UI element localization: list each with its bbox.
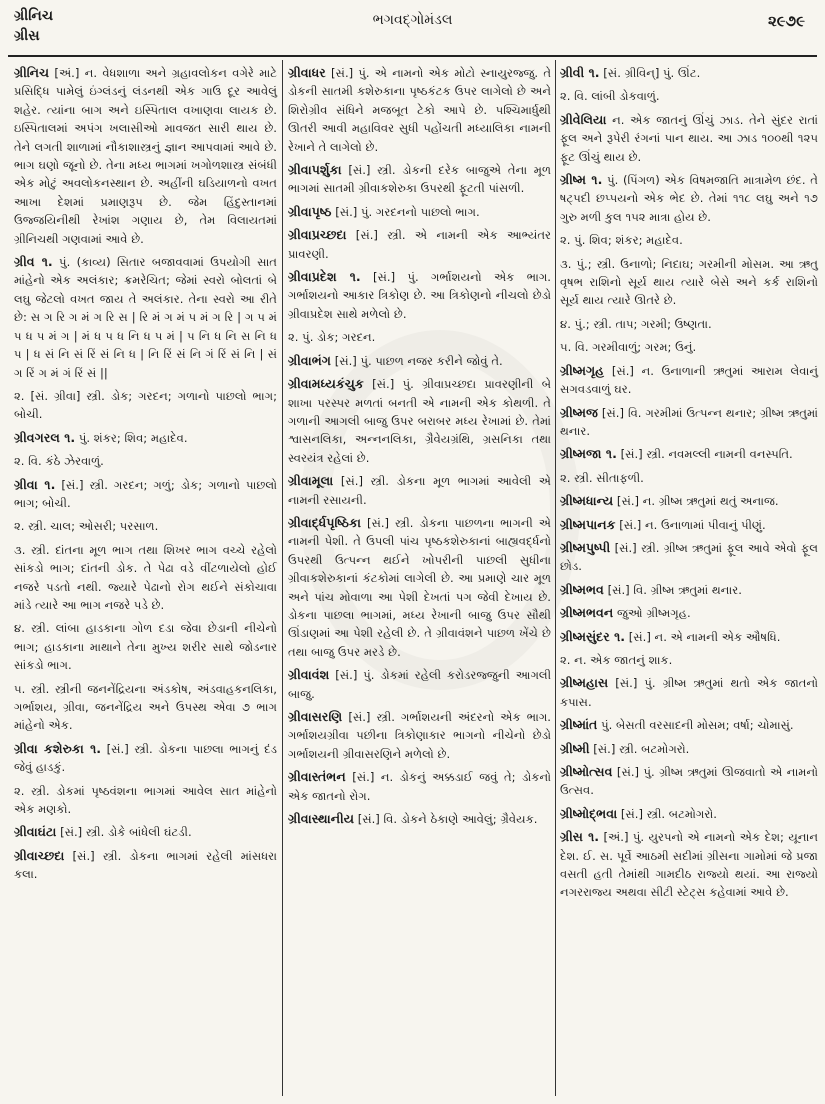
headword: ગ્રીવાસ્તંભન — [288, 769, 346, 785]
entry-definition: [અં.] પું. યુરપનો એ નામનો એક દેશ; યૂનાન દેશ. ઈ. સ. પૂર્વે આઠમી સદીમાં ગ્રીસના ગામોમાં જે પ્રજા વસતી હતી તેમાંથી ગામદીઠ રાજ્યો થયાં. આ રાજ્યો નગરરાજ્ય અથવા સીટી સ્ટેટ્સ કહેવામાં આવે છે. — [560, 830, 818, 900]
dictionary-entry — [288, 666, 551, 703]
headword: ગ્રીષ્મપાનક — [560, 516, 616, 532]
headword: ગ્રીષ્મોત્સવ — [560, 764, 613, 779]
dictionary-entry — [560, 404, 818, 441]
headword: ગ્રીષ્મધાન્ય — [560, 493, 614, 509]
headword: ગ્રીવી ૧. — [560, 65, 600, 80]
headword: ગ્રીષ્મભવન — [560, 605, 614, 621]
headword: ગ્રીષ્મી — [560, 740, 590, 756]
column-3 — [560, 64, 818, 907]
first-headword: ગ્રીનિચ — [14, 8, 54, 24]
last-headword: ગ્રીસ — [14, 28, 40, 44]
dictionary-entry — [560, 763, 818, 800]
entry-definition: [સં.] ન. એ નામની એક ઔષધિ. — [628, 629, 781, 644]
headword: ગ્રીષ્મસુંદર ૧. — [560, 628, 626, 644]
dictionary-entry — [14, 823, 277, 841]
headword: ગ્રીષ્માંત — [560, 717, 598, 733]
dictionary-entry — [288, 161, 551, 198]
dictionary-entry — [560, 171, 818, 226]
entry-definition: [સં.] પું. ગ્રીવાપ્રચ્છદા પ્રાવરણીની બે શાખા પરસ્પર મળતાં બનતી એ નામની એક કોથળી. તે ગળાની આગલી બાજુ ઉપર બરાબર મધ્ય રેખામાં છે. તેમાં શ્વાસનલિકા, અન્નનલિકા, ગ્રૈવેયગ્રંથિ, ગ્રસનિકા તથા સ્વરયંત્ર રહેલાં છે. — [288, 377, 551, 465]
dictionary-entry — [560, 674, 818, 711]
entry-definition: [સં.] સ્ત્રી. ડોકના પાછલા ભાગનું દંડ જેવું હાડકું. — [14, 741, 277, 775]
dictionary-entry — [14, 452, 277, 470]
entry-definition: [સં.] પું. ગરદનનો પાછલો ભાગ. — [335, 204, 480, 219]
entry-definition: ૨. વિ. કંઠે ઝેરવાળું. — [14, 454, 104, 469]
entry-definition: ૨. સ્ત્રી. ડોકમાં પૃષ્ઠવંશના ભાગમાં આવેલ સાત માંહેનો એક મણકો. — [14, 783, 277, 817]
headword: ગ્રીવાવંશ — [288, 667, 330, 683]
entry-definition: [સં.] સ્ત્રી. નવમલ્લી નામની વનસ્પતિ. — [620, 447, 793, 462]
dictionary-entry — [560, 828, 818, 902]
headword: ગ્રીવાસ્થાનીય — [288, 811, 355, 827]
entry-definition: જુઓ ગ્રીષ્મગૃહ. — [616, 606, 691, 621]
dictionary-entry — [14, 619, 277, 674]
entry-definition: ૪. સ્ત્રી. લાંબા હાડકાના ગોળ દડા જેવા છેડાની નીચેનો ભાગ; હાડકાના માથાને તેના મુખ્ય શરીર સાથે જોડનાર સાંકડો ભાગ. — [14, 621, 277, 673]
entry-definition: [સં.] સ્ત્રી. ગરદન; ગળું; ડોક; ગળાનો પાછલો ભાગ; બોચી. — [14, 477, 277, 510]
headword: ગ્રીસ ૧. — [560, 829, 600, 845]
entry-definition: ૩. પું.; સ્ત્રી. ઉનાળો; નિદાઘ; ગરમીની મોસમ. આ ઋતુ વૃષભ રાશિનો સૂર્ય થાય ત્યારે બેસે અને કર્ક રાશિનો સૂર્ય થાય ત્યારે ઊતરે છે. — [560, 256, 818, 308]
dictionary-entry — [14, 740, 277, 777]
headword: ગ્રીવેલિયા — [560, 111, 607, 127]
headword: ગ્રીવ ૧. — [14, 254, 53, 270]
book-title: ભગવદ્ગોમંડલ — [372, 12, 453, 28]
dictionary-entry — [288, 352, 551, 370]
entry-definition: ૨. પું. ડોક; ગરદન. — [288, 330, 376, 345]
dictionary-entry — [560, 445, 818, 463]
entry-definition: [સં.] ન. ઉનાળામાં પીવાનું પીણું. — [619, 517, 766, 532]
entry-definition: પું. (પિંગળ) એક વિષમજાતિ માત્રામેળ છંદ. તે ષટ્પદી છપ્પયનો એક ભેદ છે. તેમાં ૧૧૮ લઘુ અને ૧૭ ગુરુ મળી કુલ ૧૫૨ માત્રા હોય છે. — [560, 173, 818, 224]
dictionary-entry — [14, 64, 277, 248]
entry-definition: [સં.] ન. ઉનાળાની ઋતુમાં આરામ લેવાનું સગવડવાળું ઘર. — [560, 363, 819, 397]
entry-definition: [સં. ગ્રીવિન્] પું. ઊંટ. — [603, 66, 701, 80]
headword: ગ્રીવામધ્યકંચુક — [288, 376, 364, 392]
dictionary-entry — [560, 716, 818, 734]
entry-definition: ૨. ન. એક જાતનું શાક. — [560, 652, 673, 667]
dictionary-entry — [14, 517, 277, 535]
entry-definition: પું. બેસતી વરસાદની મોસમ; વર્ષા; ચોમાસું. — [601, 718, 794, 733]
dictionary-entry — [560, 231, 818, 249]
entry-definition: [સં.] ન. ગ્રીષ્મ ઋતુમાં થતું અનાજ. — [616, 494, 779, 509]
dictionary-entry — [288, 472, 551, 509]
dictionary-entry — [288, 708, 551, 763]
entry-definition: [સં.] સ્ત્રી. ડોકની દરેક બાજુએ તેના મૂળ ભાગમાં સાતમી ગ્રીવાકશેરુકા ઉપરથી ફૂટતી પાંસળી. — [288, 163, 552, 196]
entry-definition: [સં.] ન. ડોકનું અક્કડાઈ જવું તે; ડોકનો એક જાતનો રોગ. — [288, 770, 552, 803]
dictionary-entry — [560, 469, 818, 487]
dictionary-entry — [288, 203, 551, 221]
headword: ગ્રીવાર્દ્ધપૃષ્ઠિકા — [288, 514, 361, 530]
entry-definition: ૪. પું.; સ્ત્રી. તાપ; ગરમી; ઉષ્ણતા. — [560, 316, 712, 331]
entry-definition: ૫. સ્ત્રી. સ્ત્રીની જનનેંદ્રિયના અંડકોષ, અંડવાહકનલિકા, ગર્ભાશય, ગ્રીવા, જનનેંદ્રિય અને ઉપસ્થ એવા ૭ ભાગ માંહેનો એક. — [14, 681, 277, 733]
dictionary-entry — [14, 253, 277, 382]
entry-definition: [સં.] પું. ગ્રીષ્મ ઋતુમાં ઊજવાતો એ નામનો ઉત્સવ. — [560, 765, 819, 798]
dictionary-entry — [288, 514, 551, 661]
entry-definition: ૩. સ્ત્રી. દાંતના મૂળ ભાગ તથા શિખર ભાગ વચ્ચે રહેલો સાંકડો ભાગ; દાંતની ડોક. તે પેઢા વડે વીંટળાયેલો હોઈ નજરે પડતો નથી. જ્યારે પેઢાનો રોગ થઈને સંકોચાવા માંડે ત્યારે આ ભાગ નજરે પડે છે. — [14, 542, 277, 612]
dictionary-entry — [288, 768, 551, 805]
entry-definition: [સં.] પું. ગર્ભાશયનો એક ભાગ. ગર્ભાશયનો આકાર ત્રિકોણ છે. આ ત્રિકોણનો નીચલો છેડો ગ્રીવાપ્રદેશ સાથે મળેલો છે. — [288, 270, 551, 321]
headword: ગ્રીવાચ્છદા — [14, 847, 65, 863]
entry-definition: [સં.] સ્ત્રી. ગર્ભાશયની અંદરનો એક ભાગ. ગર્ભાશયગ્રીવા પછીના ત્રિકોણાકાર ભાગનો નીચેનો છેડો ગર્ભાશયની ગ્રીવાસરણિને મળેલો છે. — [288, 710, 551, 761]
headword: ગ્રીષ્મ ૧. — [560, 172, 603, 188]
entry-definition: ૨. વિ. લાંબી ડોકવાળું. — [560, 89, 660, 104]
entry-definition: ૨. પું. શિવ; શંકર; મહાદેવ. — [560, 233, 683, 248]
headword: ગ્રીનિચ — [14, 65, 50, 80]
entry-definition: [સં.] સ્ત્રી. ડોકના મૂળ ભાગમાં આવેલી એ નામની રસાયની. — [288, 474, 552, 507]
entry-definition: [સં.] સ્ત્રી. એ નામની એક આભ્યંતર પ્રાવરણી. — [288, 228, 552, 261]
dictionary-entry — [14, 476, 277, 513]
column-1 — [14, 64, 277, 889]
headword: ગ્રીષ્મજ — [560, 404, 598, 420]
dictionary-entry — [14, 387, 277, 424]
dictionary-entry — [560, 740, 818, 758]
dictionary-entry — [560, 604, 818, 622]
entry-definition: [સં.] સ્ત્રી. ડોકે બાંધેલી ઘંટડી. — [60, 825, 192, 840]
headword: ગ્રીવા ૧. — [14, 476, 56, 492]
dictionary-entry — [288, 328, 551, 346]
entry-definition: [સં.] સ્ત્રી. બટમોગરો. — [620, 806, 717, 821]
headword: ગ્રીષ્મહાસ — [560, 675, 609, 691]
headword: ગ્રીવા કશેરુકા ૧. — [14, 740, 102, 756]
headword: ગ્રીવાપ્રદેશ ૧. — [288, 269, 361, 285]
entry-definition: [સં.] વિ. ગ્રીષ્મ ઋતુમાં થનાર. — [607, 582, 742, 597]
dictionary-entry — [560, 64, 818, 82]
dictionary-entry — [288, 375, 551, 467]
entry-definition: ૨. સ્ત્રી. સીતાફળી. — [560, 470, 644, 485]
dictionary-entry — [288, 810, 551, 828]
dictionary-entry — [560, 338, 818, 356]
headword: ગ્રીષ્મગૃહ — [560, 362, 605, 378]
headword: ગ્રીષ્મોદ્ભવા — [560, 805, 618, 821]
headword: ગ્રીવાપર્શુકા — [288, 162, 342, 178]
dictionary-entry — [560, 651, 818, 669]
dictionary-entry — [560, 492, 818, 510]
headword: ગ્રીષ્મપુષ્પી — [560, 539, 611, 555]
entry-definition: [સં.] સ્ત્રી. ગ્રીષ્મ ઋતુમાં ફૂલ આવે એવો ફૂલ છોડ. — [560, 540, 818, 574]
entry-definition: [સં.] પું. ડોકમાં રહેલી કરોડરજ્જુની આગલી બાજુ. — [288, 668, 552, 701]
entry-definition: પું. (કાવ્ય) સિતાર બજાવવામાં ઉપયોગી સાત માંહેનો એક અલંકાર; ક્રમરેચિત; જેમાં સ્વરો બોલતાં બે લઘુ જેટલો વખત જાય તે અલંકાર. તેના સ્વરો આ રીતે છે: સ ગ રિ ગ મં ગ રિ સ | રિ મં ગ મં પ મં ગ રિ | ગ પ મં પ ધ પ મં ગ | મં ધ પ ધ નિ ધ પ મં | પ નિ ધ નિ સ નિ ધ પ | ધ સં નિ સં રિં સં નિ ધ | નિ રિં સં નિ ગં રિં સં નિ | સં ગ રિં ગ મં ગં રિં સં || — [14, 255, 277, 380]
dictionary-entry — [560, 362, 818, 399]
entry-definition: પું. શંકર; શિવ; મહાદેવ. — [78, 430, 188, 445]
dictionary-entry — [288, 226, 551, 263]
headword: ગ્રીવાપ્રચ્છદા — [288, 227, 347, 243]
entry-definition: [સં.] પું. એ નામનો એક મોટો સ્નાયુરજ્જુ. તે ડોકની સાતમી કશેરુકાના પૃષ્ઠકંટક ઉપર લાગેલો છે અને શિરોગ્રીવ સંધિને મજબૂત ટેકો આપે છે. પશ્ચિમાર્ધુથી ઊતરી આવી મહાવિવર સુધી પહોંચતી મધ્યાલિકા નામની રેખાને તે લાગેલો છે. — [288, 66, 552, 154]
entry-definition: ન. એક જાતનું ઊંચું ઝાડ. તેને સુંદર રાતાં ફૂલ અને રૂપેરી રંગનાં પાન થાય. આ ઝાડ ૧૦૦થી ૧૨૫ ફૂટ ઊંચું થાય છે. — [560, 112, 818, 164]
entry-definition: [સં.] પું. પાછળ નજર કરીને જોવું તે. — [334, 353, 503, 368]
entry-definition: ૫. વિ. ગરમીવાળું; ગરમ; ઉનું. — [560, 340, 697, 355]
dictionary-entry — [560, 628, 818, 646]
dictionary-entry — [560, 805, 818, 823]
column-divider-1 — [282, 60, 283, 1096]
column-divider-2 — [555, 60, 556, 1096]
headword: ગ્રીવાઘંટા — [14, 824, 57, 840]
dictionary-entry — [288, 268, 551, 323]
headword: ગ્રીષ્મભવ — [560, 581, 604, 597]
entry-definition: ૨. [સં. ગ્રીવા] સ્ત્રી. ડોક; ગરદન; ગળાનો પાછલો ભાગ; બોચી. — [14, 388, 277, 422]
dictionary-entry — [560, 87, 818, 105]
headword: ગ્રીષ્મજા ૧. — [560, 446, 617, 462]
dictionary-entry — [14, 541, 277, 615]
headword: ગ્રીવાભંગ — [288, 352, 331, 368]
dictionary-entry — [560, 539, 818, 576]
entry-definition: ૨. સ્ત્રી. ચાલ; ઓસરી; પરસાળ. — [14, 519, 159, 534]
entry-definition: [અં.] ન. વેધશાળા અને ગ્રહાવલોકન વગેરે માટે પ્રસિદ્ધિ પામેલું ઇંગ્લંડનું લંડનથી એક ગાઉ દૂર આવેલું શહેર. ત્યાંના બાગ અને ઇસ્પિતાલ વખાણવા લાયક છે. ઇસ્પિતાલમાં અપંગ ખલાસીઓ માવજત સારી થાય છે. તેને લગતી શાળામાં નૌકાશાસ્ત્રનું જ્ઞાન આપવામાં આવે છે. ભાગ ઘણો જૂનો છે. તેના મધ્ય ભાગમાં ખગોળશાસ્ત્ર સંબંધી એક મોટું અવલોકનસ્થાન છે. અહીંની ઘડિયાળનો વખત આખા દેશમાં પ્રમાણરૂપ છે. જેમ હિંદુસ્તાનમાં ઉજ્જયિનીથી રેખાંશ ગણાય છે, તેમ વિલાયતમાં ગ્રીનિચથી ગણવામાં આવે છે. — [14, 66, 277, 246]
dictionary-entry — [14, 847, 277, 884]
entry-definition: [સં.] વિ. ડોકને ઠેકાણે આવેલું; ગ્રૈવેયક. — [357, 812, 538, 827]
dictionary-entry — [288, 64, 551, 156]
dictionary-entry — [14, 782, 277, 819]
headword: ગ્રીવાસરણિ — [288, 709, 343, 724]
dictionary-entry — [14, 680, 277, 735]
headword: ગ્રીવાધર — [288, 65, 326, 80]
entry-definition: [સં.] સ્ત્રી. ડોકના પાછળના ભાગની એ નામની પેશી. તે ઉપલી પાંચ પૃષ્ઠકશેરુકાનાં બાહ્યવર્દ્ધનો ઉપરથી ઉત્પન્ન થઈને ખોપરીની પાછલી સુધીના ગ્રીવાકશેરુકાનાં કંટકોમાં લાગેલી છે. આ પ્રમાણે ચાર મૂળ અને પાંચ મોવાળા આ પેશી દેખતાં પગ જેવી દેખાય છે. ડોકના પાછલા ભાગમાં, મધ્ય રેખાની બાજુ ઉપર સૌથી ઊંડાણમાં આ પેશી રહેલી છે. તે ગ્રીવાવંશને પાછળ ખેંચે છે તથા બાજુ ઉપર મરડે છે. — [288, 515, 551, 659]
entry-definition: [સં.] સ્ત્રી. ડોકના ભાગમાં રહેલી માંસધરા કલા. — [14, 848, 278, 882]
dictionary-entry — [560, 315, 818, 333]
headword: ગ્રીવાપૃષ્ઠ — [288, 203, 332, 219]
entry-definition: [સં.] પું. ગ્રીષ્મ ઋતુમાં થતો એક જાતનો કપાસ. — [560, 676, 818, 709]
dictionary-entry — [560, 581, 818, 599]
dictionary-entry — [14, 429, 277, 447]
entry-definition: [સં.] સ્ત્રી. બટમોગરો. — [593, 741, 690, 756]
column-2 — [288, 64, 551, 833]
dictionary-entry — [560, 111, 818, 166]
dictionary-entry — [560, 516, 818, 534]
dictionary-entry — [560, 255, 818, 310]
headword: ગ્રીવગરલ ૧. — [14, 429, 76, 445]
entry-definition: [સં.] વિ. ગરમીમાં ઉત્પન્ન થનાર; ગ્રીષ્મ ઋતુમાં થનાર. — [560, 405, 818, 438]
page-number: ૨૯૭૯ — [768, 12, 805, 30]
header-rule — [8, 55, 817, 57]
headword: ગ્રીવામૂલા — [288, 473, 334, 489]
